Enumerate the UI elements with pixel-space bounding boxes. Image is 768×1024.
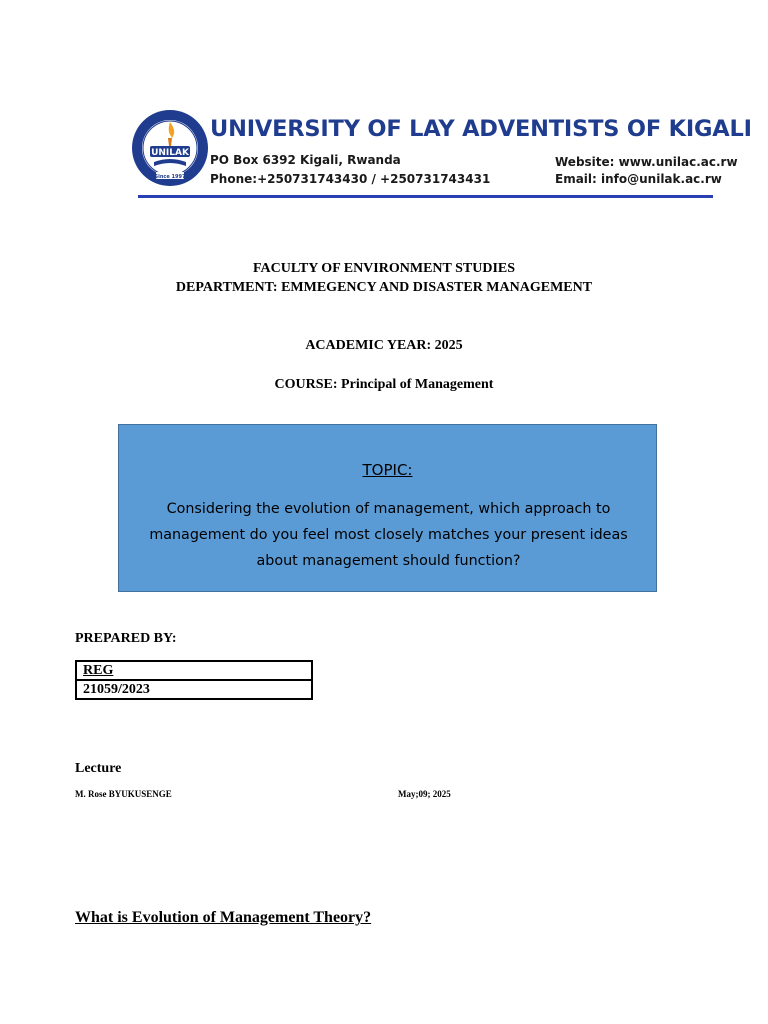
lecture-label: Lecture — [75, 761, 122, 776]
table-row — [76, 661, 312, 680]
po-box: PO Box 6392 Kigali, Rwanda — [210, 153, 401, 167]
university-name: UNIVERSITY OF LAY ADVENTISTS OF KIGALI — [210, 116, 752, 142]
course-label: COURSE: — [274, 377, 338, 392]
reg-table-header: REG — [76, 661, 312, 680]
prepared-by-label: PREPARED BY: — [75, 631, 177, 646]
reg-number: 21059/2023 — [76, 680, 312, 699]
section-heading: What is Evolution of Management Theory? — [75, 909, 372, 926]
department-title: DEPARTMENT: EMMEGENCY AND DISASTER MANAGEMENT — [175, 280, 593, 295]
university-logo-seal — [130, 108, 210, 188]
website: Website: www.unilac.ac.rw — [555, 155, 738, 169]
lecture-date: May;09; 2025 — [398, 789, 451, 799]
letterhead-rule — [138, 195, 713, 198]
topic-box — [118, 424, 657, 592]
logo-text: UNILAK — [151, 148, 189, 158]
email: Email: info@unilak.ac.rw — [555, 172, 722, 186]
topic-text: Considering the evolution of management, which approach to management do you feel most closely matches your present ideas about management should function? — [149, 501, 628, 569]
table-row — [76, 680, 312, 699]
letterhead — [130, 108, 752, 202]
course-name: Principal of Management — [341, 377, 494, 392]
course-line — [0, 377, 768, 393]
topic-label: TOPIC: — [362, 461, 413, 479]
lecturer-name: M. Rose BYUKUSENGE — [75, 789, 172, 799]
reg-table — [75, 660, 313, 700]
phone: Phone:+250731743430 / +250731743431 — [210, 172, 491, 186]
faculty-title: FACULTY OF ENVIRONMENT STUDIES — [252, 261, 516, 276]
academic-year: ACADEMIC YEAR: 2025 — [305, 338, 463, 353]
logo-since-text: Since 1997 — [154, 174, 186, 180]
